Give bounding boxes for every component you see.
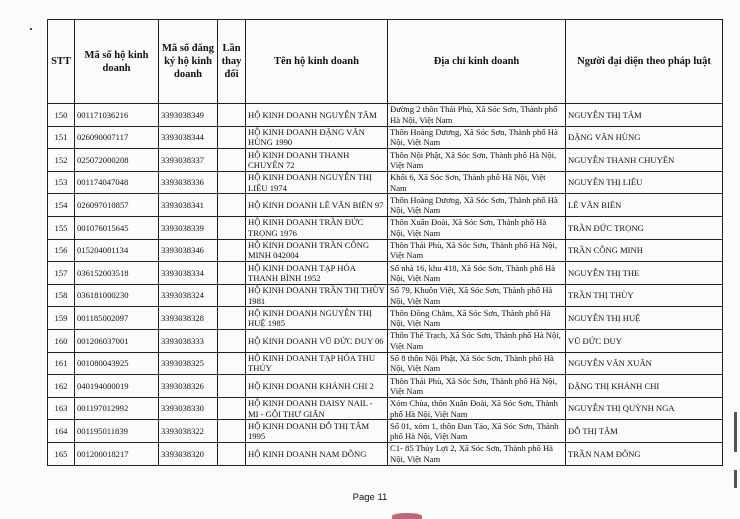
cell-change-count [218,329,246,352]
table-row [48,307,723,330]
cell-legal-representative: NGUYỄN VĂN XUÂN [566,352,723,375]
cell-stt: 152 [48,149,75,172]
cell-registration-code: 3393038324 [159,284,218,307]
cell-legal-representative: TRẦN CÔNG MINH [566,239,723,262]
cell-stt: 164 [48,420,75,443]
cell-legal-representative: ĐỖ THỊ TÂM [566,420,723,443]
cell-business-name: HỘ KINH DOANH TRẦN ĐỨC TRỌNG 1976 [246,216,388,239]
cell-business-name: HỘ KINH DOANH TẠP HÓA THU THỦY [246,352,388,375]
cell-business-name: HỘ KINH DOANH THANH CHUYÊN 72 [246,149,388,172]
cell-business-name: HỘ KINH DOANH NGUYỄN THỊ LIÊU 1974 [246,171,388,194]
cell-business-code: 001200018217 [75,442,159,465]
cell-registration-code: 3393038322 [159,420,218,443]
cell-registration-code: 3393038320 [159,442,218,465]
cell-address: Số 79, Khuôn Việt, Xã Sóc Sơn, Thành phố Hà Nội, Việt Nam [388,284,566,307]
table-row [48,375,723,398]
cell-address: Số nhà 16, khu 418, Xã Sóc Sơn, Thành phố Hà Nội, Việt Nam [388,262,566,285]
cell-registration-code: 3393038328 [159,307,218,330]
table-row [48,194,723,217]
cell-change-count [218,284,246,307]
cell-stt: 154 [48,194,75,217]
cell-stt: 151 [48,126,75,149]
table-row [48,442,723,465]
cell-change-count [218,149,246,172]
cell-change-count [218,397,246,420]
cell-business-name: HỘ KINH DOANH DAISY NAIL - MI - GỘI THƯ GIÃN [246,397,388,420]
cell-legal-representative: NGUYỄN THỊ HUỆ [566,307,723,330]
cell-registration-code: 3393038326 [159,375,218,398]
cell-address: Thôn Nội Phật, Xã Sóc Sơn, Thành phố Hà Nội, Việt Nam [388,149,566,172]
cell-legal-representative: NGUYỄN THỊ LIÊU [566,171,723,194]
table-row [48,171,723,194]
cell-legal-representative: NGUYỄN THANH CHUYÊN [566,149,723,172]
cell-business-name: HỘ KINH DOANH ĐẶNG VĂN HÙNG 1990 [246,126,388,149]
cell-legal-representative: NGUYỄN THỊ QUỲNH NGA [566,397,723,420]
cell-business-name: HỘ KINH DOANH KHÁNH CHI 2 [246,375,388,398]
cell-business-name: HỘ KINH DOANH TRẦN CÔNG MINH 042004 [246,239,388,262]
cell-change-count [218,307,246,330]
header-change-count: Lần thay đổi [218,20,246,104]
cell-address: Thôn Thái Phù, Xã Sóc Sơn, Thành phố Hà Nội, Việt Nam [388,375,566,398]
table-row [48,420,723,443]
cell-business-name: HỘ KINH DOANH NGUYỄN THỊ HUỆ 1985 [246,307,388,330]
cell-change-count [218,171,246,194]
header-stt: STT [48,20,75,104]
cell-stt: 162 [48,375,75,398]
cell-registration-code: 3393038336 [159,171,218,194]
cell-registration-code: 3393038344 [159,126,218,149]
cell-address: Số 8 thôn Nội Phật, Xã Sóc Sơn, Thành phố Hà Nội, Việt Nam [388,352,566,375]
cell-legal-representative: NGUYỄN THỊ TÂM [566,104,723,127]
cell-address: Thôn Thế Trạch, Xã Sóc Sơn, Thành phố Hà Nội, Việt Nam [388,329,566,352]
cell-business-code: 001171036216 [75,104,159,127]
cell-registration-code: 3393038325 [159,352,218,375]
cell-registration-code: 3393038334 [159,262,218,285]
table-row [48,126,723,149]
cell-business-code: 001174047048 [75,171,159,194]
stamp-fragment [392,513,422,519]
cell-registration-code: 3393038333 [159,329,218,352]
cell-business-name: HỘ KINH DOANH NAM ĐÔNG [246,442,388,465]
cell-business-code: 001197012992 [75,397,159,420]
cell-stt: 150 [48,104,75,127]
cell-legal-representative: ĐẶNG THỊ KHÁNH CHI [566,375,723,398]
scan-speck [30,28,32,30]
cell-change-count [218,126,246,149]
page-number: Page 11 [352,492,388,503]
cell-change-count [218,239,246,262]
cell-legal-representative: LÊ VĂN BIÊN [566,194,723,217]
cell-registration-code: 3393038349 [159,104,218,127]
cell-business-code: 015204001134 [75,239,159,262]
cell-stt: 160 [48,329,75,352]
cell-business-name: HỘ KINH DOANH ĐỖ THỊ TÂM 1995 [246,420,388,443]
cell-stt: 159 [48,307,75,330]
cell-legal-representative: NGUYỄN THỊ THE [566,262,723,285]
cell-registration-code: 3393038337 [159,149,218,172]
cell-stt: 163 [48,397,75,420]
cell-business-name: HỘ KINH DOANH TRẦN THỊ THÙY 1981 [246,284,388,307]
cell-business-name: HỘ KINH DOANH VŨ ĐỨC DUY 06 [246,329,388,352]
cell-stt: 155 [48,216,75,239]
table-header-row [48,20,723,104]
cell-legal-representative: TRẦN THỊ THÙY [566,284,723,307]
cell-change-count [218,216,246,239]
table-row [48,149,723,172]
cell-business-code: 001080043925 [75,352,159,375]
cell-legal-representative: TRẦN NAM ĐÔNG [566,442,723,465]
header-business-name: Tên hộ kinh doanh [246,20,388,104]
cell-stt: 156 [48,239,75,262]
table-row [48,284,723,307]
header-business-code: Mã số hộ kinh doanh [75,20,159,104]
cell-change-count [218,375,246,398]
cell-business-code: 036152003518 [75,262,159,285]
cell-business-name: HỘ KINH DOANH NGUYỄN TÂM [246,104,388,127]
cell-change-count [218,442,246,465]
header-legal-representative: Người đại diện theo pháp luật [566,20,723,104]
table-row [48,397,723,420]
cell-change-count [218,104,246,127]
table-row [48,329,723,352]
cell-registration-code: 3393038339 [159,216,218,239]
cell-address: Đường 2 thôn Thái Phù, Xã Sóc Sơn, Thành phố Hà Nội, Việt Nam [388,104,566,127]
cell-change-count [218,262,246,285]
cell-business-name: HỘ KINH DOANH TẠP HÓA THANH BÌNH 1952 [246,262,388,285]
scan-edge-mark [734,412,737,452]
header-address: Địa chỉ kinh doanh [388,20,566,104]
cell-business-code: 001185002097 [75,307,159,330]
cell-legal-representative: TRẦN ĐỨC TRỌNG [566,216,723,239]
cell-business-name: HỘ KINH DOANH LÊ VĂN BIÊN 97 [246,194,388,217]
cell-stt: 153 [48,171,75,194]
cell-address: Thôn Đồng Chằm, Xã Sóc Sơn, Thành phố Hà Nội, Việt Nam [388,307,566,330]
cell-stt: 165 [48,442,75,465]
cell-stt: 158 [48,284,75,307]
cell-address: Khối 6, Xã Sóc Sơn, Thành phố Hà Nội, Việt Nam [388,171,566,194]
table-row [48,216,723,239]
cell-business-code: 040194000019 [75,375,159,398]
cell-address: Số 01, xóm 1, thôn Đan Tảo, Xã Sóc Sơn, Thành phố Hà Nội, Việt Nam [388,420,566,443]
cell-business-code: 001076015645 [75,216,159,239]
table-row [48,352,723,375]
table-row [48,104,723,127]
cell-change-count [218,420,246,443]
cell-registration-code: 3393038330 [159,397,218,420]
cell-legal-representative: ĐẶNG VĂN HÙNG [566,126,723,149]
cell-address: Thôn Xuân Đoài, Xã Sóc Sơn, Thành phố Hà Nội, Việt Nam [388,216,566,239]
cell-business-code: 001195011839 [75,420,159,443]
cell-business-code: 026090007117 [75,126,159,149]
cell-legal-representative: VŨ ĐỨC DUY [566,329,723,352]
cell-business-code: 001206037001 [75,329,159,352]
table-row [48,262,723,285]
cell-change-count [218,352,246,375]
cell-address: Xóm Chùa, thôn Xuân Đoài, Xã Sóc Sơn, Thành phố Hà Nội, Việt Nam [388,397,566,420]
table-row [48,239,723,262]
cell-address: Thôn Thái Phù, Xã Sóc Sơn, Thành phố Hà Nội, Việt Nam [388,239,566,262]
business-registry-table [47,19,723,466]
cell-business-code: 025072000208 [75,149,159,172]
cell-registration-code: 3393038346 [159,239,218,262]
cell-change-count [218,194,246,217]
cell-address: Thôn Hoàng Dương, Xã Sóc Sơn, Thành phố Hà Nội, Việt Nam [388,194,566,217]
cell-business-code: 036181000230 [75,284,159,307]
scan-edge-mark [734,470,737,488]
cell-business-code: 026097010857 [75,194,159,217]
cell-stt: 161 [48,352,75,375]
header-registration-code: Mã số đăng ký hộ kinh doanh [159,20,218,104]
cell-address: C1- 85 Thủy Lợi 2, Xã Sóc Sơn, Thành phố Hà Nội, Việt Nam [388,442,566,465]
cell-stt: 157 [48,262,75,285]
cell-registration-code: 3393038341 [159,194,218,217]
cell-address: Thôn Hoàng Dương, Xã Sóc Sơn, Thành phố Hà Nội, Việt Nam [388,126,566,149]
